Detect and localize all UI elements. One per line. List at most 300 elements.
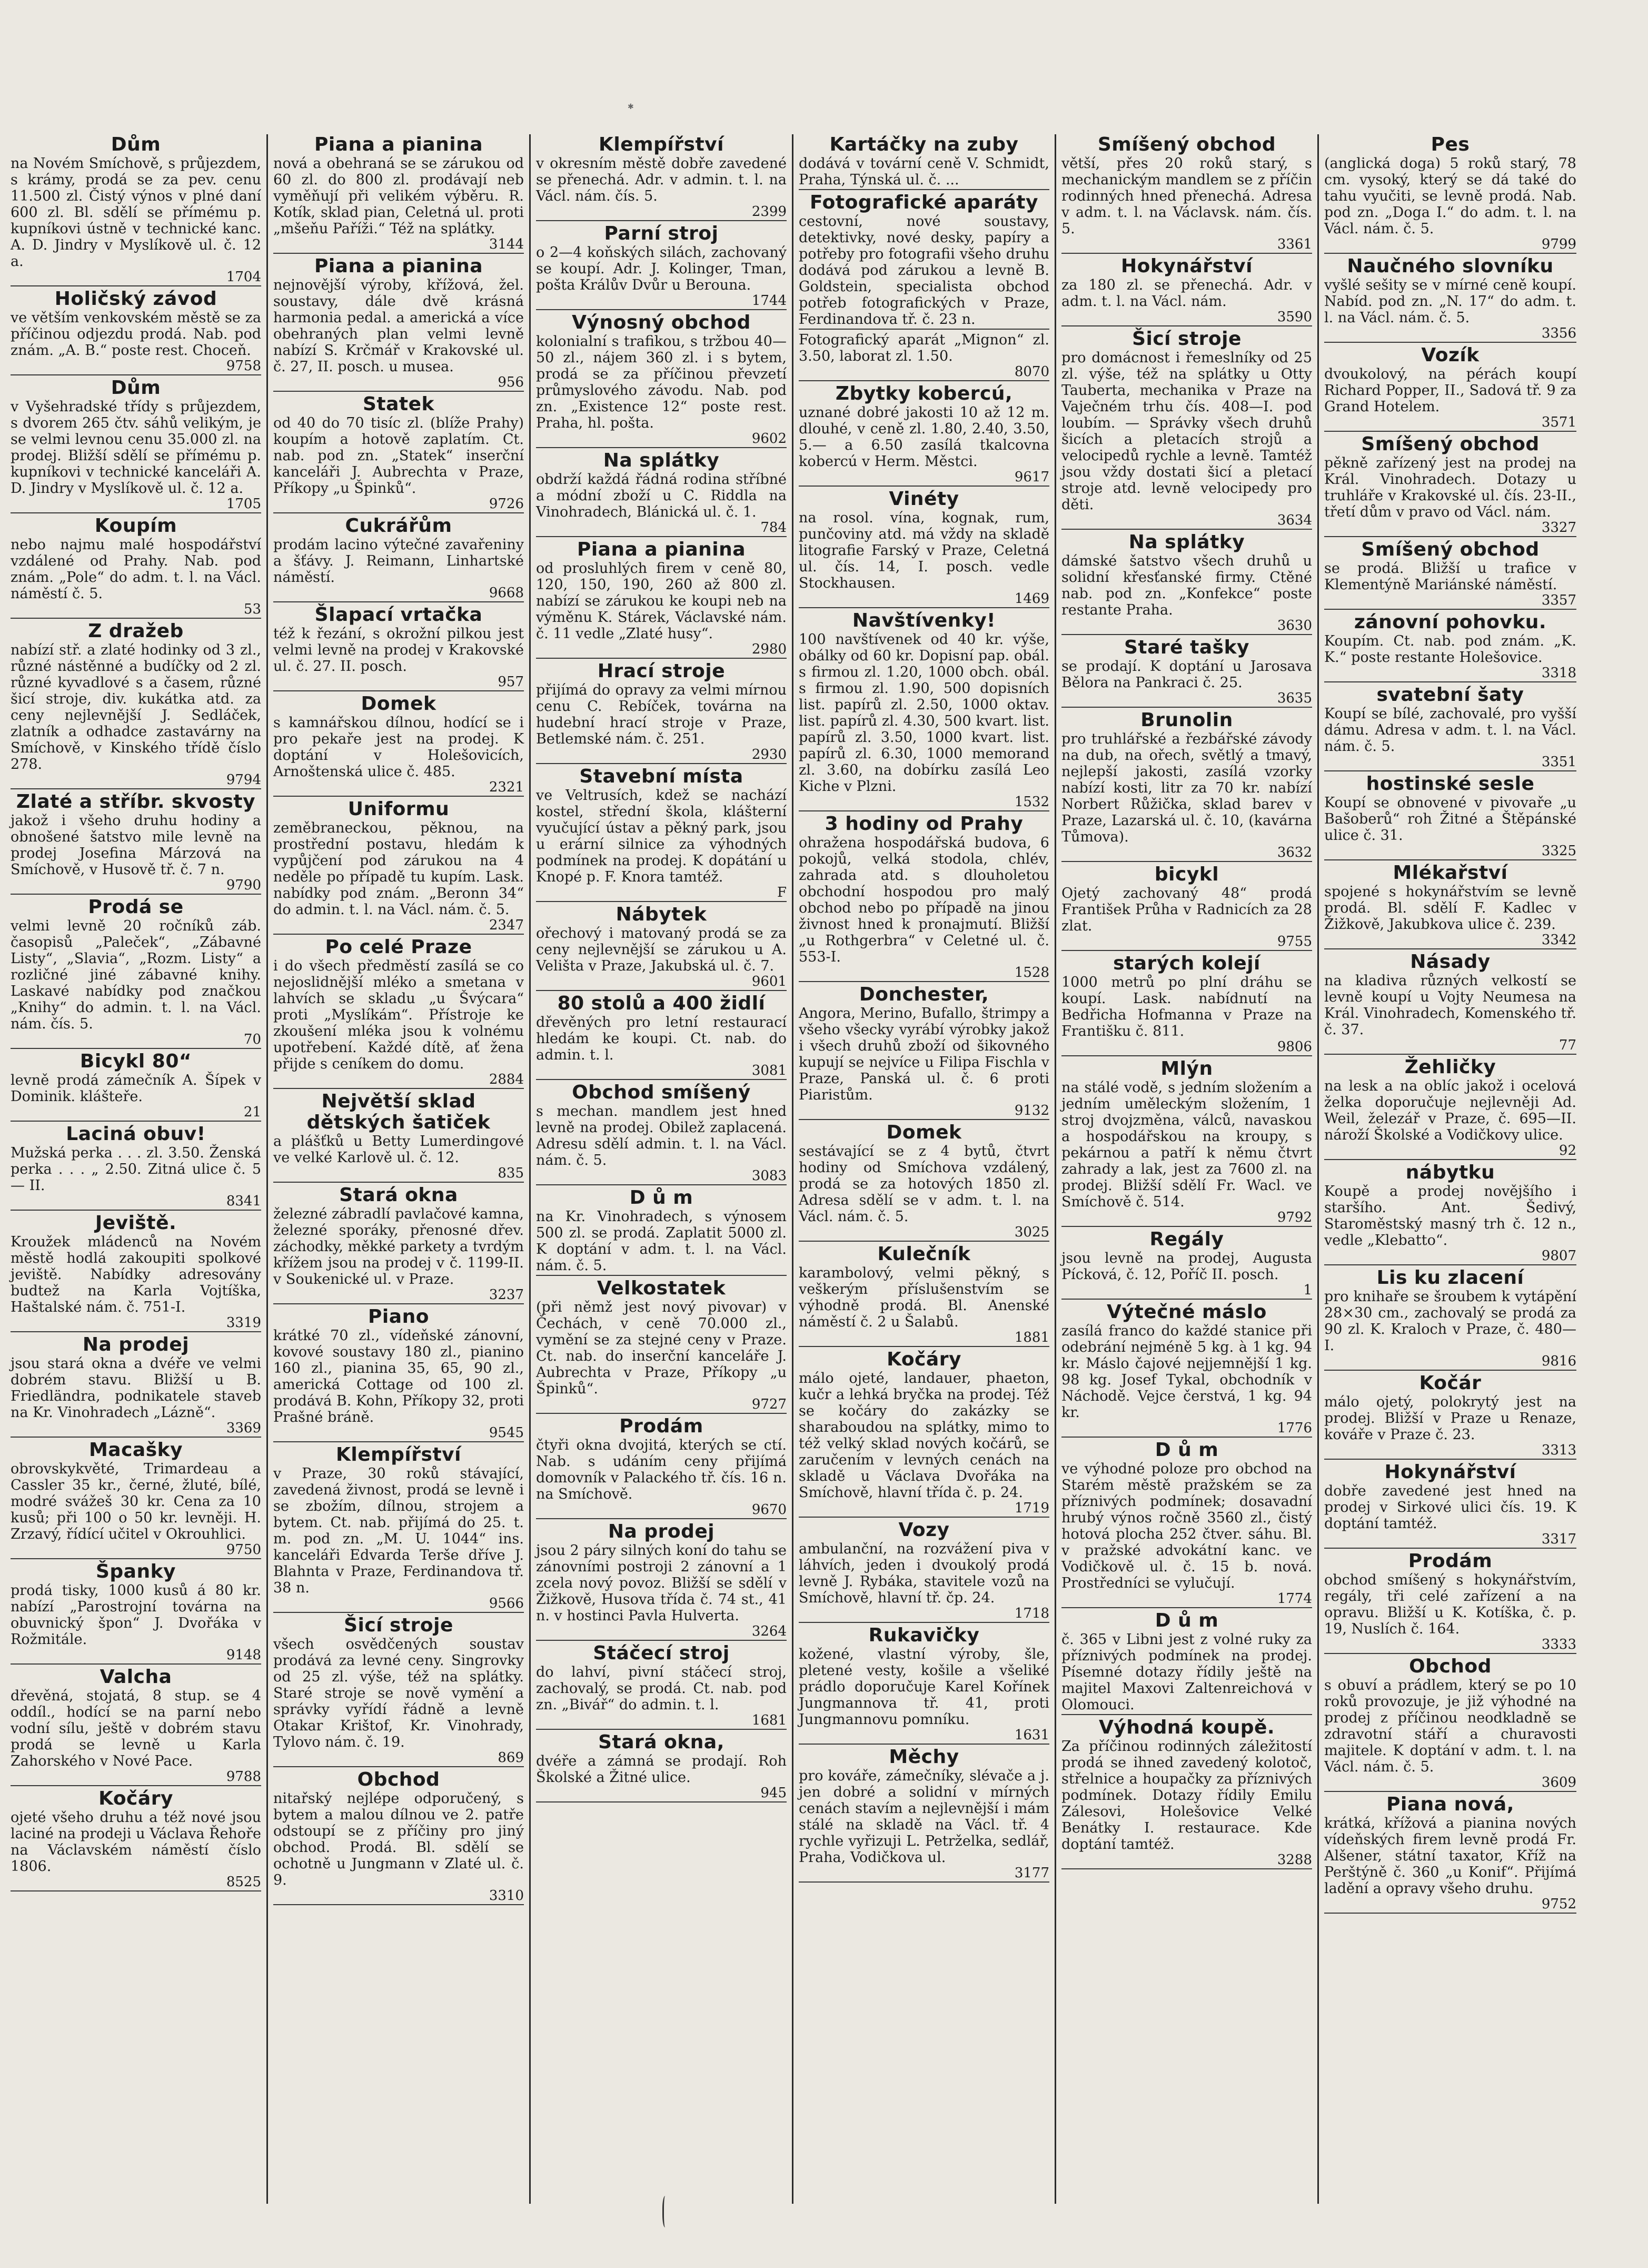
classified-ad [11, 791, 261, 895]
ad-number: 9750 [226, 1542, 261, 1558]
ad-title: D ů m [629, 1187, 693, 1209]
ad-title: Vozík [1421, 344, 1480, 366]
ad-number: 2321 [489, 779, 524, 795]
classified-ad [799, 1349, 1049, 1518]
classified-ad [11, 1440, 261, 1559]
ad-text: levně prodá zámečník A. Šípek v Dominik. klášteře. [11, 1072, 261, 1105]
ad-number: 9752 [1541, 1896, 1576, 1912]
ad-text: krátká, křížová a pianina nových vídeňských firem levně prodá Fr. Alšener, státní taxator, Kříž na Perštýně č. 360 „u Konif“. Přijímá ladění a opravy všeho druhu. [1324, 1815, 1576, 1897]
ad-title: Regály [1149, 1229, 1224, 1250]
classified-ad [273, 1615, 524, 1767]
ad-title: Po celé Praze [325, 936, 472, 958]
ad-number: 3369 [226, 1420, 261, 1436]
ad-number: 1744 [751, 293, 787, 309]
ad-text: cestovní, nové soustavy, detektivky, nové desky, papíry a potřeby pro fotografii všeho druhu dodává pod zárukou a levně B. Goldstein, specialista obchod potřeb fotografických v Praze, Ferdinandova tř. č. 23 n. [799, 213, 1049, 328]
ad-text: pro kováře, zámečníky, slévače a j. jen dobré a solidní v mírných cenách stavím a nejlevnější i mám stálé na skladě na Václ. tř. 4 rychle vyřizuji L. Petrželka, sedlář, Praha, Vodičkova ul. [799, 1768, 1049, 1866]
classified-ad [1324, 1794, 1576, 1914]
classified-ad [11, 134, 261, 286]
ad-number: 9758 [226, 358, 261, 374]
ad-title: Kočáry [98, 1788, 173, 1809]
ad-text: nová a obehraná se se zárukou od 60 zl. do 800 zl. prodávají neb vyměňují při velikém výběru. R. Kotík, sklad pian, Celetná ul. proti „mšeňu Paříži.“ Též na splátky. [273, 155, 524, 237]
classified-ad [1061, 710, 1312, 862]
ad-text: s mechan. mandlem jest hned levně na prodej. Obilež zaplacená. Adresu sdělí admin. t. l. na Václ. nám. č. 5. [536, 1103, 787, 1168]
ad-number: 3313 [1541, 1442, 1576, 1458]
ad-title: Měchy [889, 1746, 959, 1768]
ad-title: Klempířství [336, 1444, 461, 1465]
classified-ad [1061, 1440, 1312, 1608]
classified-ad [273, 256, 524, 392]
ad-number: 3327 [1541, 520, 1576, 536]
ad-text: pro knihaře se šroubem k vytápění 28×30 cm., zachovalý se prodá za 90 zl. K. Kraloch v Praze, č. 480—I. [1324, 1289, 1576, 1354]
ad-number: 2980 [751, 641, 787, 657]
classified-ad [1061, 256, 1312, 326]
ad-text: přijímá do opravy za velmi mírnou cenu C. Rebíček, továrna na hudební hrací stroje v Praze, Betlemské nám. č. 251. [536, 682, 787, 747]
ad-text: jakož i všeho druhu hodiny a obnošené šatstvo mile levně na prodej Josefina Márzová na Smíchově, v Husově tř. č. 7 n. [11, 813, 261, 878]
ad-title: bicykl [1154, 864, 1219, 885]
ad-text: železné zábradlí pavlačové kamna, železné sporáky, přenosné dřev. záchodky, měkké parkety a tvrdým křížem jsou na prodej v č. 1199-II. v Soukenické ul. v Praze. [273, 1206, 524, 1287]
ad-text: Ojetý zachovaný 48“ prodá František Průha v Radnicích za 28 zlat. [1061, 885, 1312, 934]
ad-number: 3632 [1277, 845, 1312, 860]
ad-number: 1 [1303, 1282, 1312, 1298]
classified-ad [799, 1747, 1049, 1883]
classified-ad [11, 1124, 261, 1211]
ad-title: Pes [1431, 134, 1470, 155]
ad-title: Kočár [1419, 1372, 1482, 1394]
ad-number: 3325 [1541, 843, 1576, 859]
ad-number: 9668 [489, 585, 524, 601]
ad-title: Hrací stroje [597, 660, 726, 682]
classified-ad [1324, 434, 1576, 537]
ad-text: uznané dobré jakosti 10 až 12 m. dlouhé, v ceně zl. 1.80, 2.40, 3.50, 5.— a 6.50 zasílá tkalcovna kobercú v Herm. Městci. [799, 404, 1049, 470]
classified-ad [273, 516, 524, 602]
classified-ad [11, 1788, 261, 1891]
ad-title: Zbytky kobercú, [835, 383, 1013, 404]
ad-title: 80 stolů a 400 židlí [557, 993, 766, 1014]
ad-text: č. 365 v Libni jest z volné ruky za příznivých podmínek na prodej. Písemné dotazy řídily ještě na majitel Maxovi Zaltenreichová v Olomouci. [1061, 1631, 1312, 1713]
classified-ad [11, 516, 261, 619]
classified-ad [273, 937, 524, 1089]
ad-title: Holičský závod [54, 288, 217, 310]
ad-number: 9617 [1014, 469, 1049, 485]
margin-mark [662, 2196, 669, 2227]
ad-title: Klempířství [599, 134, 724, 155]
ad-text: málo ojetý, polokrytý jest na prodej. Bližší v Praze u Renaze, kováře v Praze č. 23. [1324, 1394, 1576, 1443]
ad-title: Rukavičky [868, 1625, 980, 1646]
ad-title: Velkostatek [597, 1277, 726, 1299]
ad-text: všech osvědčených soustav prodává za levné ceny. Singrovky od 25 zl. výše, též na splátky. Staré stroje se nově vymění a správky vyřídí řádně a levně Otakar Krištof, Kr. Vinohrady, Tylovo nám. č. 19. [273, 1636, 524, 1750]
classified-ad [273, 1444, 524, 1613]
ad-text: sestávající se z 4 bytů, čtvrt hodiny od Smíchova vzdálený, prodá se za hotových 1850 zl. Adresa sdělí se v adm. t. l. na Václ. nám. č. 5. [799, 1143, 1049, 1225]
column-1 [5, 134, 268, 2204]
ad-text: jsou stará okna a dvéře ve velmi dobrém stavu. Bližší u B. Friedländra, podnikatele staveb na Kr. Vinohradech „Lázně“. [11, 1355, 261, 1421]
classified-ad [273, 1185, 524, 1304]
ad-number: 3025 [1014, 1224, 1049, 1240]
ad-text: do lahví, pivní stáčecí stroj, zachovalý, se prodá. Ct. nab. pod zn. „Bivář“ do admin. t. l. [536, 1664, 787, 1713]
ad-text: ambulanční, na rozvážení piva v láhvích, jeden i dvoukolý prodá levně J. Rybáka, stavitele vozů na Smíchově, hlavní tř. čp. 24. [799, 1541, 1049, 1606]
ad-title: Mlýn [1160, 1058, 1213, 1079]
ad-title: Prodá se [88, 896, 184, 918]
ad-title: Uniformu [348, 798, 450, 820]
classified-ad [1324, 345, 1576, 432]
classified-ad [273, 605, 524, 691]
ad-number: 784 [760, 520, 787, 536]
ad-text: karambolový, velmi pěkný, s veškerým příslušenstvím se výhodně prodá. Bl. Anenské náměstí č. 2 u Šalabů. [799, 1265, 1049, 1330]
ad-number: 8341 [226, 1193, 261, 1209]
ad-text: dvoukolový, na pérách koupí Richard Popper, II., Sadová tř. 9 za Grand Hotelem. [1324, 366, 1576, 415]
ad-title: Staré tašky [1124, 637, 1249, 658]
classified-ad [273, 799, 524, 935]
ad-title: Vozy [898, 1519, 950, 1541]
classified-ad [1324, 1057, 1576, 1160]
ad-text: kožené, vlastní výroby, šle, pletené vesty, košile a všeliké prádlo doporučuje Karel Kořínek Jungmannova tř. 41, proti Jungmannovu pomníku. [799, 1646, 1049, 1728]
ad-number: 3081 [751, 1063, 787, 1078]
ad-title: D ů m [1155, 1610, 1219, 1631]
classified-ad [799, 383, 1049, 487]
ad-number: 3083 [751, 1168, 787, 1184]
ad-number: 3630 [1277, 618, 1312, 633]
ad-text: na Novém Smíchově, s průjezdem, s krámy, prodá se za pev. cenu 11.500 zl. Čistý výnos v plné daní 600 zl. Bl. sdělí se přímému p. kupníkovi ústně v technické kanc. A. D. Jindry v Myslíkově ul. č. 12 a. [11, 155, 261, 270]
ad-title: Navštívenky! [852, 610, 996, 631]
ad-number: 9132 [1014, 1103, 1049, 1118]
ad-number: 9601 [751, 974, 787, 989]
ad-text: pro truhlářské a řezbářské závody na dub, na ořech, světlý a tmavý, nejlepší jakosti, zasílá vzorky nabízí kosti, litr za 70 kr. nabízí Norbert Růžička, sklad barev v Praze, Lazarská ul. č. 10, (kavárna Tůmova). [1061, 731, 1312, 845]
ad-title: Smíšený obchod [1097, 134, 1276, 155]
ad-text: kolonialní s trafikou, s tržbou 40—50 zl., nájem 360 zl. i s bytem, prodá se za příčinou převzetí průmyslového závodu. Nab. pod zn. „Existence 12“ poste rest. Praha, hl. pošta. [536, 333, 787, 431]
classified-ad [799, 814, 1049, 982]
ad-title: Stará okna [339, 1184, 458, 1206]
classified-ad [536, 223, 787, 310]
ad-title: Valcha [100, 1666, 172, 1688]
ad-title: Dům [111, 377, 161, 399]
classified-ad [536, 1278, 787, 1414]
ad-number: 3177 [1014, 1865, 1049, 1881]
classified-ad [1324, 1162, 1576, 1265]
classified-ad [1061, 1302, 1312, 1438]
ad-number: 1631 [1014, 1727, 1049, 1743]
classified-ad [536, 1187, 787, 1276]
ad-number: 3342 [1541, 932, 1576, 948]
ad-title: D ů m [1155, 1439, 1219, 1461]
ad-text: na kladiva různých velkostí se levně koupí u Vojty Neumesa na Král. Vinohradech, Komenského tř. č. 37. [1324, 973, 1576, 1038]
ad-title: Z dražeb [88, 620, 184, 642]
classified-ad [1061, 953, 1312, 1056]
ad-text: málo ojeté, landauer, phaeton, kučr a lehká bryčka na prodej. Též se kočáry do zakázky se sharaboudou na splátky, mimo to též velký sklad nových kočárů, se zaručením v levných cenách na skladě u Václava Dvořáka na Smíchově, hlavní třída č. p. 24. [799, 1370, 1049, 1501]
ad-title: Stavební místa [579, 766, 743, 787]
classified-ad [1061, 1610, 1312, 1715]
classified-ad [799, 332, 1049, 381]
classified-ad [1061, 1717, 1312, 1869]
ad-number: 2399 [751, 204, 787, 220]
ad-number: 3288 [1277, 1852, 1312, 1868]
ad-text: v Praze, 30 roků stávající, zavedená živnost, prodá se levně i se zbožím, dílnou, strojem a bytem. Ct. nab. přijímá do 25. t. m. pod zn. „M. U. 1044“ ins. kanceláři Edvarda Terše dříve J. Blahnta v Praze, Ferdinandova tř. 38 n. [273, 1465, 524, 1596]
ad-title: zánovní pohovku. [1354, 611, 1547, 633]
classified-ad [536, 450, 787, 537]
classified-ad [1324, 539, 1576, 610]
classified-ad [536, 661, 787, 764]
ad-text: též k řezání, s okrožní pilkou jest velmi levně na prodej v Krakovské ul. č. 27. II. posch. [273, 626, 524, 675]
classified-ad [536, 312, 787, 448]
classified-ad [799, 192, 1049, 330]
classified-ad [1324, 256, 1576, 343]
ad-text: nitařský nejlépe odporučený, s bytem a malou dílnou ve 2. patře odstoupí se z příčiny pro jiný obchod. Prodá. Bl. sdělí se ochotně u Jungmann v Zlaté ul. č. 9. [273, 1790, 524, 1888]
ad-title: Šicí stroje [344, 1615, 453, 1636]
ad-text: obdrží každá řádná rodina stříbné a módní zboží u C. Riddla na Vinohradech, Blánická ul. č. 1. [536, 471, 787, 520]
ad-text: Koupím. Ct. nab. pod znám. „K. K.“ poste restante Holešovice. [1324, 633, 1576, 666]
ad-title: Na splátky [603, 450, 720, 471]
classified-ad [536, 1521, 787, 1641]
classified-ad [1061, 1229, 1312, 1300]
ad-number: 2884 [489, 1072, 524, 1087]
ad-number: 1776 [1277, 1420, 1312, 1436]
classified-ad [1061, 329, 1312, 530]
ad-number: 3333 [1541, 1637, 1576, 1652]
ad-number: 3144 [489, 236, 524, 252]
ad-number: 8070 [1014, 364, 1049, 380]
ad-number: 2930 [751, 747, 787, 762]
classified-ad [11, 1334, 261, 1438]
ad-text: i do všech předměstí zasílá se co nejoslidnější mléko a smetana v lahvích se skladu „u Švýcara“ proti „Myslíkám“. Přístroje ke zkoušení mléka jsou k volnému upotřebení. Každé dítě, ať žena přijde s ceníkem do domu. [273, 958, 524, 1072]
ad-title: Kočáry [887, 1349, 961, 1370]
ad-text: Kroužek mládenců na Novém městě hodlá zakoupiti spolkové jeviště. Nabídky adresovány budtež na Karla Vojtíška, Haštalské nám. č. 751-I. [11, 1234, 261, 1315]
ad-number: 956 [498, 374, 524, 390]
ad-text: krátké 70 zl., vídeňské zánovní, kovové soustavy 180 zl., pianino 160 zl., pianina 35, 65, 90 zl., americká Cottage od 100 zl. prodává B. Kohn, Příkopy 32, proti Prašné bráně. [273, 1328, 524, 1425]
classified-ad [1324, 685, 1576, 771]
ad-text: nebo najmu malé hospodářství vzdálené od Prahy. Nab. pod znám. „Pole“ do adm. t. l. na Václ. náměstí č. 5. [11, 537, 261, 602]
ad-title: Násady [1410, 951, 1491, 973]
ad-text: dámské šatstvo všech druhů u solidní křesťanské firmy. Ctěné nab. pod zn. „Konfekce“ poste restante Praha. [1061, 553, 1312, 618]
ad-number: 835 [498, 1165, 524, 1181]
ad-text: Koupí se obnovené v pivovaře „u Bašoberů“ roh Žitné a Štěpánské ulice č. 31. [1324, 795, 1576, 844]
ad-title: Piana a pianina [314, 134, 483, 155]
ad-title: Španky [95, 1561, 176, 1582]
ad-title: Výhodná koupě. [1098, 1717, 1275, 1738]
ad-title: Jeviště. [95, 1212, 177, 1234]
ad-text: pro domácnost i řemeslníky od 25 zl. výše, též na splátky u Otty Tauberta, mechanika v Praze na Vaječném trhu čís. 408—I. pod loubím. — Správky všech druhů šicích a pletacích strojů a velocipedů rychle a levně. Tamtéž jsou vždy dostati šicí a pletací stroje atd. levně velocipedy pro děti. [1061, 350, 1312, 513]
ad-number: 77 [1558, 1037, 1576, 1053]
ad-title: Koupím [94, 515, 177, 537]
ad-number: 3319 [226, 1315, 261, 1331]
ad-text: ve výhodné poloze pro obchod na Starém městě pražském se za příznivých podmínek; dosavadní hrubý výnos ročně 3560 zl., čistý hotová plocha 252 čtver. sáhu. Bl. v pražské advokátní kanc. ve Vodičkově ul. č. 15 b. nová. Prostředníci se vylučují. [1061, 1461, 1312, 1591]
ad-number: 9790 [226, 877, 261, 893]
ad-number: 1881 [1014, 1330, 1049, 1345]
ad-title: Obchod [1409, 1656, 1492, 1677]
classified-ad [799, 134, 1049, 190]
ad-number: 9755 [1277, 934, 1312, 949]
ad-number: 2347 [489, 917, 524, 933]
classified-ad [536, 1643, 787, 1730]
ad-title: Fotografické aparáty [810, 192, 1038, 213]
ad-number: 1718 [1014, 1606, 1049, 1621]
classified-ad [536, 993, 787, 1080]
ad-title: Na prodej [82, 1334, 190, 1355]
ad-text: 100 navštívenek od 40 kr. výše, obálky od 60 kr. Dopisní pap. obál. s firmou zl. 1.20, 1000 obch. obál. s firmou zl. 1.90, 500 dopisních list. papírů zl. 2.50, 1000 oktav. list. papírů zl. 4.30, 500 kvart. list. papírů zl. 3.50, 1000 kvart. list. papírů zl. 6.30, 1000 memorand zl. 3.60, na dobírku zasílá Leo Kiche v Plzni. [799, 631, 1049, 795]
classified-ad [1061, 637, 1312, 708]
ad-number: 9566 [489, 1596, 524, 1611]
ad-text: s kamnářskou dílnou, hodící se i pro pekaře jest na prodej. K doptání v Holešovicích, Arnoštenská ulice č. 485. [273, 715, 524, 780]
classified-ad [11, 897, 261, 1049]
ad-text: jsou levně na prodej, Augusta Pícková, č. 12, Poříč II. posch. [1061, 1250, 1312, 1283]
ad-title: Lis ku zlacení [1376, 1267, 1524, 1289]
classified-ad [536, 1732, 787, 1802]
ad-number: 1528 [1014, 965, 1049, 981]
ad-title: Zlaté a stříbr. skvosty [16, 791, 256, 813]
classified-ad [1061, 864, 1312, 951]
ad-number: 9799 [1541, 236, 1576, 252]
ad-number: 92 [1558, 1143, 1576, 1158]
ad-title: Prodám [619, 1415, 703, 1437]
ad-number: 70 [243, 1032, 261, 1047]
ad-title: Piana a pianina [314, 255, 483, 277]
ad-title: Macašky [88, 1439, 183, 1461]
classified-ad [1324, 1462, 1576, 1549]
ad-text: na stálé vodě, s jedním složením a jedním uměleckým složením, 1 stroj dvojzměna, válců, navaskou a hospodářskou na kroupy, s pekárnou a patří k němu čtvrt zahrady a lak, jest za 7600 zl. na prodej. Bližší sdělí Fr. Wacl. ve Smíchově č. 514. [1061, 1079, 1312, 1210]
classified-ad [273, 694, 524, 797]
classified-ad [11, 289, 261, 375]
classified-columns [5, 134, 1582, 2204]
ad-title: nábytku [1405, 1162, 1495, 1183]
ad-text: Koupí se bílé, zachovalé, pro vyšší dámu. Adresa v adm. t. l. na Václ. nám. č. 5. [1324, 706, 1576, 755]
classified-ad [11, 378, 261, 513]
ad-text: obrovskykvěté, Trimardeau a Cassler 35 kr., černé, žluté, bílé, modré svážeš 30 kr. Cena za 10 kusů; při 100 o 50 kr. levněji. H. Zrzavý, řídící učitel v Okrouhlici. [11, 1461, 261, 1542]
ad-text: ohražena hospodářská budova, 6 pokojů, velká stodola, chlév, zahrada atd. s dlouholetou obchodní hospodou pro malý obchod nebo po případě na jinou živnost hned k pronajmutí. Bližší „u Rothgerbra“ v Celetné ul. č. 553-I. [799, 835, 1049, 965]
classified-ad [11, 621, 261, 789]
ad-text: dobře zavedené jest hned na prodej v Sirkové ulici čís. 19. K doptání tamtéž. [1324, 1483, 1576, 1532]
ad-number: 9602 [751, 431, 787, 447]
column-2 [268, 134, 531, 2204]
ad-number: 3318 [1541, 665, 1576, 681]
ad-text: od prosluhlých firem v ceně 80, 120, 150, 190, 260 až 800 zl. nabízí se zárukou ke koupi neb na výměnu K. Stárek, Václavské nám. č. 11 vedle „Zlaté husy“. [536, 560, 787, 642]
ad-text: za 180 zl. se přenechá. Adr. v adm. t. l. na Václ. nám. [1061, 277, 1312, 310]
ad-title: Naučného slovníku [1347, 255, 1554, 277]
column-3 [531, 134, 793, 2204]
classified-ad [536, 766, 787, 902]
ad-text: čtyři okna dvojitá, kterých se ctí. Nab. s udáním ceny přijímá domovník v Palackého tř. čís. 16 n. na Smíchově. [536, 1437, 787, 1502]
ad-number: 1532 [1014, 794, 1049, 810]
column-6 [1319, 134, 1582, 2204]
ad-number: 957 [498, 674, 524, 690]
ad-text: Za příčinou rodinných záležitostí prodá se ihned zavedený kolotoč, střelnice a houpačky za příznivých podmínek. Dotazy řídily Emilu Zálesovi, Holešovice Velké Benátky I. restaurace. Kde doptání tamtéž. [1061, 1738, 1312, 1853]
ad-text: na Kr. Vinohradech, s výnosem 500 zl. se prodá. Zaplatit 5000 zl. K doptání v adm. t. l. na Václ. nám. č. 5. [536, 1209, 787, 1274]
ad-title: Mlékařství [1393, 862, 1508, 884]
ad-title: Šlapací vrtačka [314, 604, 483, 626]
classified-ad [1324, 1551, 1576, 1654]
ad-title: hostinské sesle [1366, 773, 1535, 795]
ad-text: dřevěná, stojatá, 8 stup. se 4 oddíl., hodící se na parní nebo vodní sílu, ještě v dobrém stavu prodá se levně u Karla Zahorského v Nové Pace. [11, 1688, 261, 1769]
ad-number: 3351 [1541, 754, 1576, 770]
ad-text: dřevěných pro letní restaurací hledám ke koupi. Ct. nab. do admin. t. l. [536, 1014, 787, 1063]
ad-text: ořechový i matovaný prodá se za ceny nejlevnější se zárukou u A. Velišta v Praze, Jakubská ul. č. 7. [536, 925, 787, 974]
classified-ad [273, 134, 524, 254]
ad-number: 3237 [489, 1287, 524, 1303]
classified-ad [1324, 134, 1576, 254]
classified-ad [1061, 134, 1312, 254]
ad-text: 1000 metrů po plní dráhu se koupí. Lask. nabídnutí na Bedřicha Hofmanna v Praze na Františku č. 811. [1061, 974, 1312, 1039]
classified-ad [11, 1667, 261, 1786]
classified-ad [799, 1122, 1049, 1242]
ad-text: Fotografický aparát „Mignon“ zl. 3.50, laborat zl. 1.50. [799, 332, 1049, 364]
ad-text: na rosol. vína, kognak, rum, punčoviny atd. má vždy na skladě litografie Farský v Praze, Celetná ul. čís. 14, I. posch. vedle Stockhausen. [799, 510, 1049, 591]
classified-ad [1324, 1267, 1576, 1371]
classified-ad [1324, 612, 1576, 682]
ad-number: 9148 [226, 1647, 261, 1663]
column-4 [793, 134, 1056, 2204]
ad-text: prodá tisky, 1000 kusů á 80 kr. nabízí „Parostrojní továrna na obuvnický špon“ J. Dvořáka v Rožmitále. [11, 1582, 261, 1648]
classified-ad [799, 489, 1049, 608]
classified-ad [1324, 952, 1576, 1055]
ad-text: obchod smíšený s hokynářstvím, regály, tři celé zařízení a na opravu. Bližší u K. Kotíška, č. p. 19, Nuslích č. 164. [1324, 1572, 1576, 1637]
ad-title: Kulečník [877, 1243, 971, 1265]
ad-text: spojené s hokynářstvím se levně prodá. Bl. sdělí F. Kadlec v Žižkově, Jakubkova ulice č. 239. [1324, 884, 1576, 933]
ad-number: 3590 [1277, 309, 1312, 325]
ad-text: zasílá franco do každé stanice při odebrání nejméně 5 kg. à 1 kg. 94 kr. Máslo čajové nejjemnější 1 kg. 98 kg. Josef Tykal, obchodník v Náchodě. Vejce čerstvá, 1 kg. 94 kr. [1061, 1323, 1312, 1421]
classified-ad [273, 1306, 524, 1442]
ad-text: (anglická doga) 5 roků starý, 78 cm. vysoký, který se dá také do tahu vyučiti, se levně prodá. Nab. pod zn. „Doga I.“ do adm. t. l. na Václ. nám. č. 5. [1324, 155, 1576, 237]
ad-text: (při němž jest nový pivovar) v Čechách, v ceně 70.000 zl., vymění se za stejné ceny v Praze. Ct. nab. do inserční kanceláře J. Aubrechta v Praze, Příkopy „u Špinků“. [536, 1299, 787, 1397]
classified-ad [11, 1561, 261, 1665]
ad-text: velmi levně 20 ročníků záb. časopisů „Paleček“, „Zábavné Listy“, „Slavia“, „Rozm. Listy“ a rozličné jiné zábavné knihy. Laskavé nabídky pod značkou „Knihy“ do admin. t. l. na Václ. nám. čís. 5. [11, 918, 261, 1032]
ad-title: Hokynářství [1384, 1461, 1516, 1483]
ad-number: 1774 [1277, 1591, 1312, 1607]
ad-number: 3264 [751, 1623, 787, 1639]
classified-ad [1324, 1656, 1576, 1792]
ad-text: ojeté všeho druhu a též nové jsou laciné na prodeji u Václava Řehoře na Václavském náměstí číslo 1806. [11, 1809, 261, 1875]
classified-ad [273, 1769, 524, 1905]
classified-ad [1324, 863, 1576, 949]
ad-text: prodám lacino výtečné zavařeniny a šťávy. J. Reimann, Linhartské náměstí. [273, 537, 524, 586]
ad-number: F [777, 885, 787, 900]
ad-text: Angora, Merino, Bufallo, štrimpy a všeho všecky vyrábí výrobky jakož i všech druhů zboží od šikovného kupují se nejvíce u Filipa Fischla v Praze, Panská ul. č. 6 proti Piaristům. [799, 1005, 1049, 1103]
ad-title: Na prodej [608, 1521, 715, 1542]
ad-text: se prodají. K doptání u Jarosava Bělora na Pankraci č. 25. [1061, 658, 1312, 691]
ad-text: s obuví a prádlem, který se po 10 roků provozuje, je již výhodné na prodej z příčinou neodkladně se zdravotní stáří a churavosti majitele. K doptání v adm. t. l. na Václ. nám. č. 5. [1324, 1677, 1576, 1775]
ad-title: Obchod smíšený [572, 1082, 751, 1103]
classified-ad [536, 1416, 787, 1519]
ad-number: 3609 [1541, 1775, 1576, 1790]
ad-text: dodává v tovární ceně V. Schmidt, Praha, Týnská ul. č. ... [799, 155, 1049, 188]
ad-number: 3357 [1541, 592, 1576, 608]
paper-stain: ✱ [628, 103, 634, 111]
ad-text: vyšlé sešity se v mírné ceně koupí. Nabíd. pod zn. „N. 17“ do adm. t. l. na Václ. nám. č. 5. [1324, 277, 1576, 326]
ad-number: 9670 [751, 1502, 787, 1518]
classified-ad [799, 1244, 1049, 1347]
ad-text: dvéře a zámná se prodají. Roh Školské a Žitné ulice. [536, 1753, 787, 1786]
ad-text: Mužská perka . . . zl. 3.50. Ženská perka . . . „ 2.50. Zitná ulice č. 5 — II. [11, 1145, 261, 1194]
ad-title: svatební šaty [1376, 684, 1524, 706]
ad-title: Laciná obuv! [66, 1123, 206, 1145]
ad-number: 945 [760, 1785, 787, 1801]
classified-ad [11, 1213, 261, 1332]
ad-number: 9794 [226, 772, 261, 788]
classified-ad [536, 134, 787, 221]
ad-text: ve větším venkovském městě se za příčinou odjezdu prodá. Nab. pod znám. „A. B.“ poste rest. Choceň. [11, 310, 261, 359]
ad-number: 9726 [489, 496, 524, 512]
ad-number: 9727 [751, 1397, 787, 1412]
ad-title: Dům [111, 134, 161, 155]
classified-ad [799, 610, 1049, 811]
ad-title: Donchester, [859, 984, 989, 1005]
ad-text: v Vyšehradské třídy s průjezdem, s dvorem 265 čtv. sáhů velikým, je se velmi levnou cenu 35.000 zl. na prodej. Bližší sdělí se přímému p. kupníkovi v technické kanceláři A. D. Jindry v Myslíkově ul. č. 12 a. [11, 399, 261, 497]
ad-title: 3 hodiny od Prahy [825, 813, 1024, 835]
ad-number: 869 [498, 1750, 524, 1766]
ad-title: Výnosný obchod [572, 312, 751, 333]
ad-title: Bicykl 80“ [80, 1051, 192, 1072]
classified-ad [11, 1051, 261, 1122]
ad-text: od 40 do 70 tisíc zl. (blíže Prahy) koupím a hotově zaplatím. Ct. nab. pod zn. „Statek“ inserční kanceláři J. Aubrechta v Praze, Příkopy „u Špinků“. [273, 415, 524, 497]
ad-number: 3571 [1541, 414, 1576, 430]
ad-text: na lesk a na oblíc jakož i ocelová želka doporučuje nejlevněji Ad. Weil, železář v Praze, č. 695—II. nároží Školské a Vodičkovy ulice. [1324, 1078, 1576, 1143]
ad-title: Kartáčky na zuby [829, 134, 1019, 155]
ad-title: Statek [363, 393, 434, 415]
